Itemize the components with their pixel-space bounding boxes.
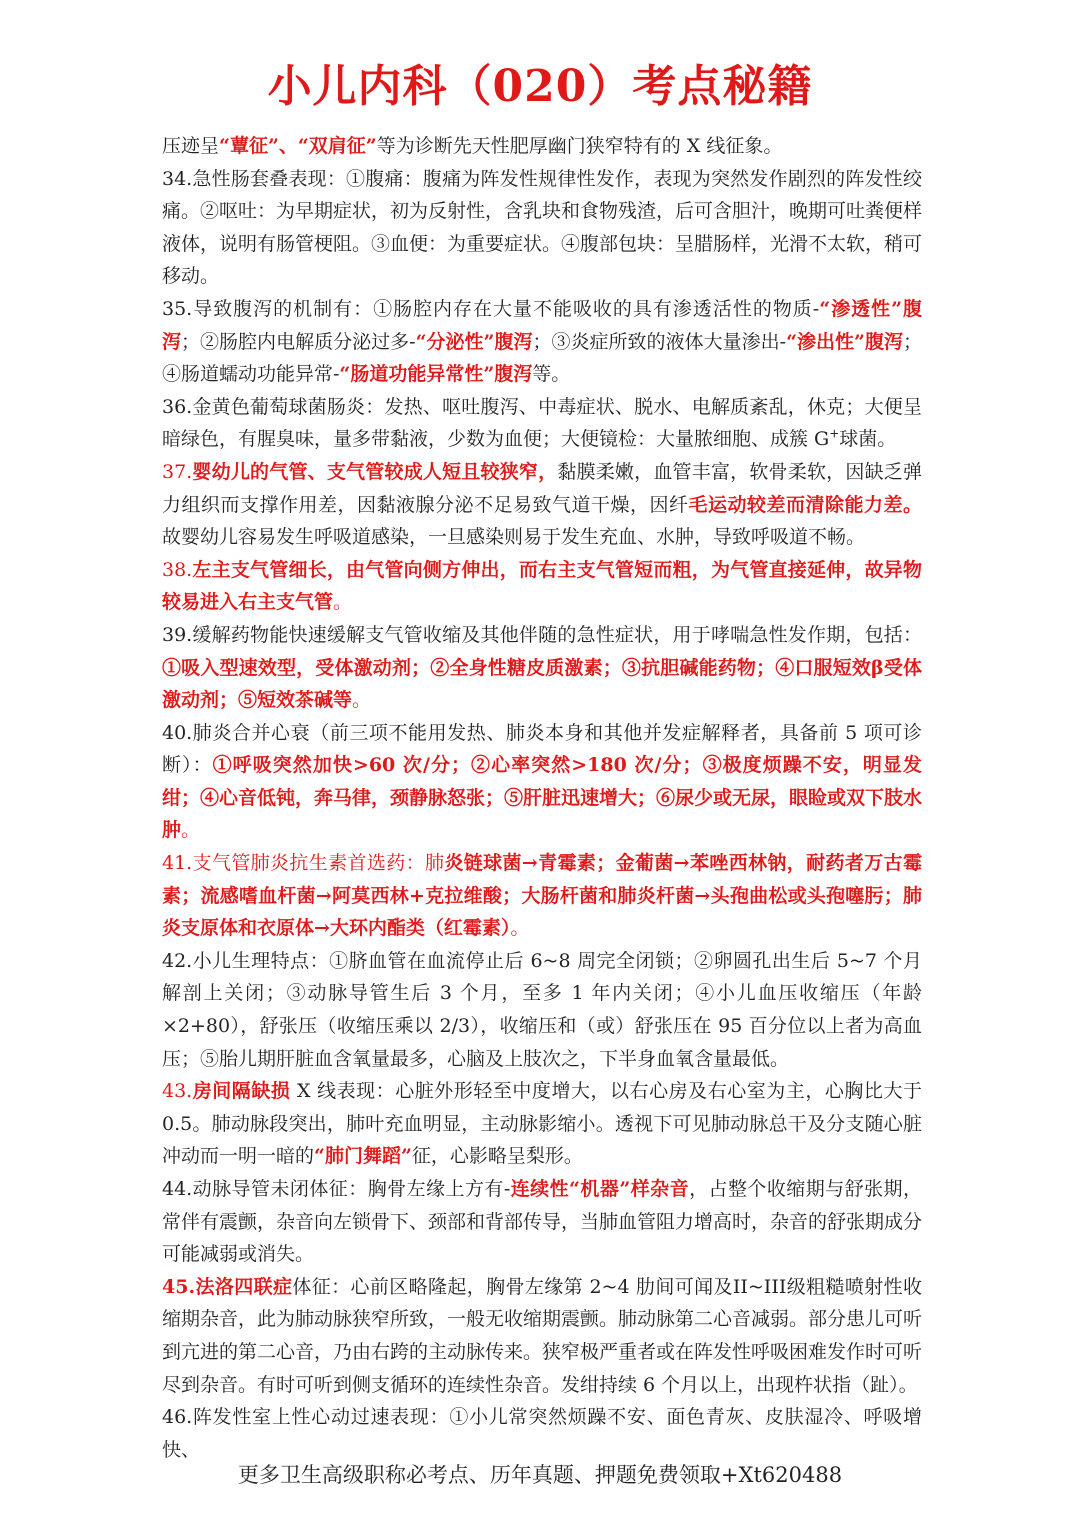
highlight-text: “渗出性”腹泻 bbox=[786, 330, 903, 353]
paragraph-35 bbox=[162, 293, 922, 391]
text: 40.肺炎合并心衰（前三项不能用发热、肺炎本身和其他并发症解释者，具备前 5 项可诊断）： bbox=[162, 721, 922, 777]
paragraph-44 bbox=[162, 1173, 922, 1271]
text: ，占整个收缩期与舒张期，常伴有震颤，杂音向左锁骨下、颈部和背部传导，当肺血管阻力增高时，杂音的舒张期成分可能减弱或消失。 bbox=[162, 1178, 923, 1266]
text: 35.导致腹泻的机制有：①肠腔内存在大量不能吸收的具有渗透活性的物质- bbox=[162, 297, 820, 320]
highlight-text: 炎链球菌→青霉素；金葡菌→苯唑西林钠，耐药者万古霉素；流感嗜血杆菌→阿莫西林+克拉维酸；大肠杆菌和肺炎杆菌→头孢曲松或头孢噻肟；肺炎支原体和衣原体→大环内酯类（红霉素） bbox=[162, 852, 923, 940]
text: 36.金黄色葡萄球菌肠炎：发热、呕吐腹泻、中毒症状、脱水、电解质紊乱，休克；大便呈暗绿色，有腥臭味，量多带黏液，少数为血便；大便镜检：大量脓细胞、成簇 G bbox=[162, 395, 922, 451]
text: 46.阵发性室上性心动过速表现：①小儿常突然烦躁不安、面色青灰、皮肤湿冷、呼吸增快、 bbox=[162, 1406, 922, 1461]
paragraph-38 bbox=[162, 554, 922, 619]
superscript: + bbox=[829, 427, 840, 442]
document-body bbox=[162, 130, 922, 1466]
paragraph-36 bbox=[162, 391, 922, 456]
highlight-text: “肠道功能异常性”腹泻 bbox=[339, 363, 533, 386]
highlight-text: 婴幼儿的气管、支气管较成人短且较狭窄， bbox=[192, 460, 558, 483]
text: 球菌。 bbox=[839, 428, 897, 451]
page-title: 小儿内科（020）考点秘籍 bbox=[267, 61, 813, 112]
paragraph-37 bbox=[162, 456, 922, 554]
text: 。 bbox=[352, 689, 372, 712]
text: 。 bbox=[333, 591, 353, 614]
text: ；③炎症所致的液体大量渗出- bbox=[532, 330, 787, 353]
highlight-text: ①呼吸突然加快>60 次/分；②心率突然>180 次/分；③极度烦躁不安，明显发绀；④心音低钝，奔马律，颈静脉怒张；⑤肝脏迅速增大；⑥尿少或无尿，眼睑或双下肢水肿 bbox=[162, 754, 923, 842]
text: 征，心影略呈梨形。 bbox=[411, 1145, 583, 1168]
text: 等。 bbox=[532, 363, 571, 386]
item-number: 37. bbox=[162, 460, 193, 483]
highlight-text: “分泌性”腹泻 bbox=[415, 330, 533, 353]
text: 39.缓解药物能快速缓解支气管收缩及其他伴随的急性症状，用于哮喘急性发作期，包括： bbox=[162, 623, 922, 646]
footer-promo: 更多卫生高级职称必考点、历年真题、押题免费领取+Xt620488 bbox=[237, 1463, 843, 1487]
text: ；②肠腔内电解质分泌过多- bbox=[181, 330, 416, 353]
paragraph-46 bbox=[162, 1401, 922, 1466]
highlight-text: “蕈征”、“双肩征” bbox=[219, 135, 377, 157]
item-number: 43. bbox=[162, 1080, 193, 1103]
item-number: 38. bbox=[162, 558, 193, 581]
text: 44.动脉导管未闭体征：胸骨左缘上方有- bbox=[162, 1178, 511, 1200]
highlight-text: ①吸入型速效型，受体激动剂；②全身性糖皮质激素；③抗胆碱能药物；④口服短效β受体激动剂；⑤短效茶碱等 bbox=[162, 656, 922, 712]
item-number: 41.支气管肺炎抗生素首选药：肺 bbox=[162, 852, 445, 875]
text: 42.小儿生理特点：①脐血管在血流停止后 6~8 周完全闭锁；②卵圆孔出生后 5~7 个月解剖上关闭；③动脉导管生后 3 个月，至多 1 年内关闭；④小儿血压收缩压（年龄×2+80），舒张压（收缩压乘以 2/3），收缩压和（或）舒张压在 95 百分位以上者为高血压；⑤胎儿期肝脏血含氧量最多，心脑及上肢次之，下半身血氧含量最低。 bbox=[162, 949, 922, 1070]
paragraph-41 bbox=[162, 847, 922, 945]
text: 。 bbox=[510, 917, 530, 940]
paragraph-39 bbox=[162, 619, 922, 717]
paragraph-33-continued bbox=[162, 130, 922, 163]
text: ；④肠道蠕动功能异常- bbox=[162, 330, 923, 386]
text: X 线表现：心脏外形轻至中度增大，以右心房及右心室为主，心胸比大于 0.5。肺动脉段突出，肺叶充血明显，主动脉影缩小。透视下可见肺动脉总干及分支随心脏冲动而一明一暗的 bbox=[162, 1080, 922, 1168]
highlight-text: “肺门舞蹈” bbox=[314, 1145, 412, 1168]
text: 34.急性肠套叠表现：①腹痛：腹痛为阵发性规律性发作，表现为突然发作剧烈的阵发性绞痛。②呕吐：为早期症状，初为反射性，含乳块和食物残渣，后可含胆汁，晚期可吐粪便样液体，说明有肠管梗阻。③血便：为重要症状。④腹部包块：呈腊肠样，光滑不太软，稍可移动。 bbox=[162, 167, 923, 288]
highlight-text: 毛运动较差而清除能力差。 bbox=[688, 493, 922, 516]
paragraph-42 bbox=[162, 945, 922, 1075]
highlight-text: 法洛四联症 bbox=[195, 1275, 293, 1298]
paragraph-45 bbox=[162, 1271, 922, 1401]
text: 。 bbox=[181, 819, 201, 842]
paragraph-40 bbox=[162, 717, 922, 847]
item-number: 45. bbox=[162, 1275, 196, 1298]
highlight-text: 左主支气管细长，由气管向侧方伸出，而右主支气管短而粗，为气管直接延伸，故异物较易进入右主支气管 bbox=[162, 558, 922, 614]
highlight-text: “渗透性”腹泻 bbox=[162, 297, 923, 353]
text: 黏膜柔嫩，血管丰富，软骨柔软，因缺乏弹力组织而支撑作用差，因黏液腺分泌不足易致气道干燥，因纤 bbox=[162, 460, 922, 516]
text: 故婴幼儿容易发生呼吸道感染，一旦感染则易于发生充血、水肿，导致呼吸道不畅。 bbox=[162, 526, 866, 549]
text: 体征：心前区略隆起，胸骨左缘第 2~4 肋间可闻及II~III级粗糙喷射性收缩期杂音，此为肺动脉狭窄所致，一般无收缩期震颤。肺动脉第二心音减弱。部分患儿可听到亢进的第二心音，乃由右跨的主动脉传来。狭窄极严重者或在阵发性呼吸困难发作时可听尽到杂音。有时可听到侧支循环的连续性杂音。发绀持续 6 个月以上，出现杵状指（趾）。 bbox=[162, 1275, 923, 1396]
text: 压迹呈 bbox=[162, 135, 220, 157]
paragraph-34 bbox=[162, 163, 922, 293]
text: 等为诊断先天性肥厚幽门狭窄特有的 X 线征象。 bbox=[376, 135, 783, 157]
highlight-text: 房间隔缺损 bbox=[192, 1080, 291, 1103]
paragraph-43 bbox=[162, 1075, 922, 1173]
highlight-text: 连续性“机器”样杂音 bbox=[510, 1178, 690, 1200]
